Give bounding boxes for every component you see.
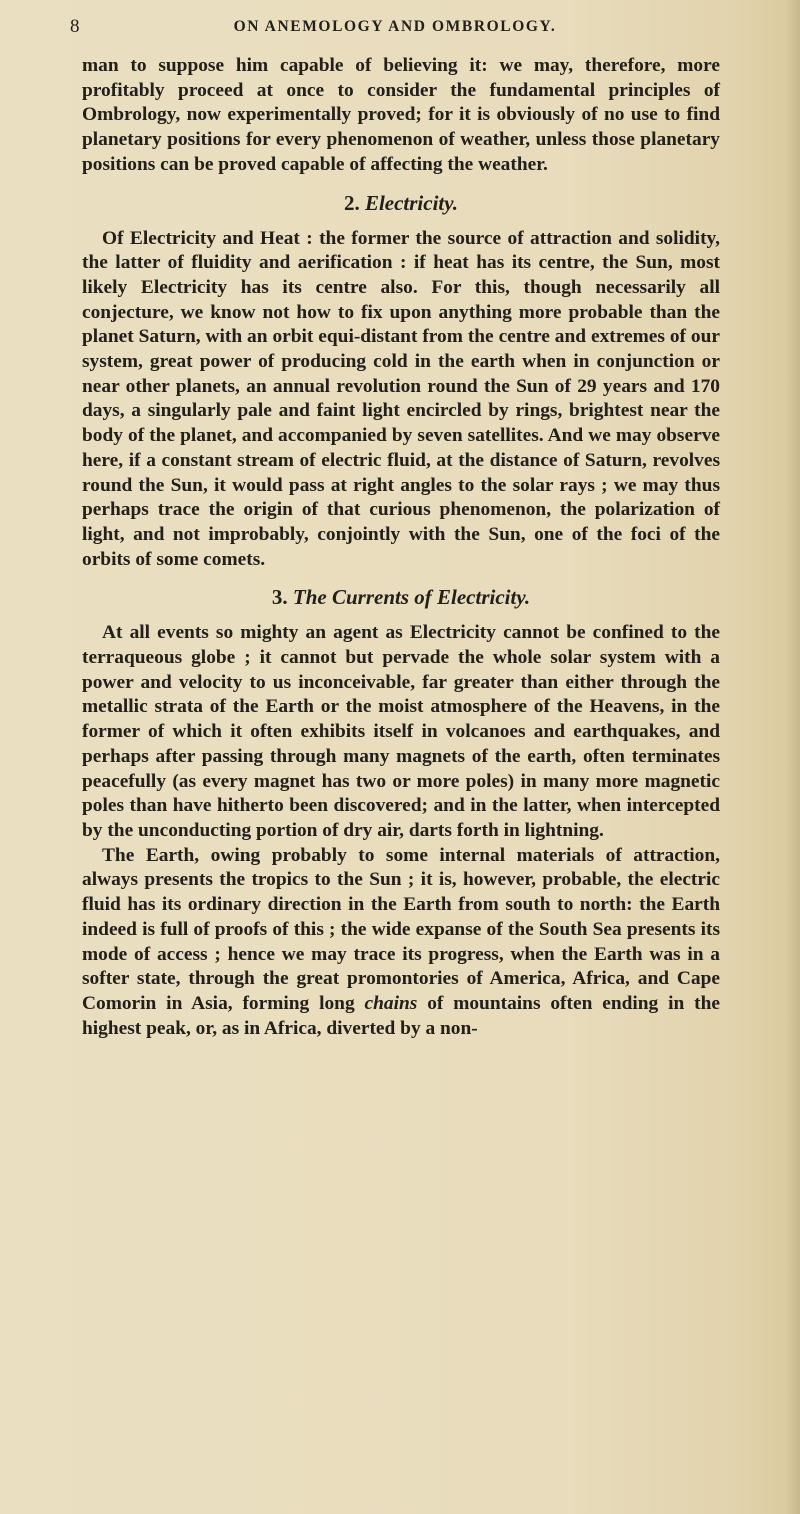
intro-paragraph: man to suppose him capable of believing it: we may, therefore, more profitably proceed at once to consider the fundamental principles of Ombrology, now experimentally proved; for it is obviously of no use to find planetary positions for every phenomenon of weather, unless those planetary positions can be proved capable of affecting the weather. [82,55,720,175]
emphasis-chains: chains [364,992,418,1014]
section-title: The Currents of Electricity. [292,585,531,610]
section-heading-currents [82,584,720,610]
section-title: Electricity. [364,190,459,215]
page-number: 8 [70,16,80,37]
electricity-paragraph: Of Electricity and Heat : the former the source of attraction and solidity, the latter of fluidity and aerification : if heat has its centre, the Sun, most likely Electricity has its centre also. For this, though necessarily all conjecture, we know not how to fix upon anything more probable than the planet Saturn, with an orbit equi-distant from the centre and extremes of our system, great power of producing cold in the earth when in conjunction or near other planets, an annual revolution round the Sun of 29 years and 170 days, a singularly pale and faint light encircled by rings, brightest near the body of the planet, and accompanied by seven satellites. And we may observe here, if a constant stream of electric fluid, at the distance of Saturn, revolves round the Sun, it would pass at right angles to the solar rays ; we may thus perhaps trace the origin of that curious phenomenon, the polarization of light, and not improbably, conjointly with the Sun, one of the foci of the orbits of some comets. [82,227,720,570]
currents-paragraph-2 [82,844,720,1042]
page-edge-shadow [786,0,800,1514]
section-number: 2. [343,190,360,215]
currents-paragraph-1: At all events so mighty an agent as Electricity cannot be confined to the terraqueous globe ; it cannot but pervade the whole solar system with a power and velocity to us inconceivable, far greater than either through the metallic strata of the Earth or the moist atmosphere of the Heavens, in the former of which it often exhibits itself in volcanoes and earthquakes, and perhaps after passing through many magnets of the earth, often terminates peacefully (as every magnet has two or more poles) in many more magnetic poles than have hitherto been discovered; and in the latter, when intercepted by the unconducting portion of dry air, darts forth in lightning. [82,622,720,841]
section-number: 3. [271,585,288,610]
section-heading-electricity [82,190,720,216]
currents-paragraph-2-end: of mountains often ending in the highest peak, or, as in Africa, diverted by a non- [82,992,720,1039]
running-head: ON ANEMOLOGY AND OMBROLOGY. [233,18,557,35]
page-header [70,14,720,44]
currents-paragraph-2-start: The Earth, owing probably to some internal materials of attraction, always presents the tropics to the Sun ; it is, however, probable, the electric fluid has its ordinary direction in the Earth from south to north: the Earth indeed is full of proofs of this ; the wide expanse of the South Sea presents its mode of access ; hence we may trace its progress, when the Earth was in a softer state, through the great promontories of America, Africa, and Cape Comorin in Asia, forming long [82,844,720,1014]
body-text [82,54,720,1041]
